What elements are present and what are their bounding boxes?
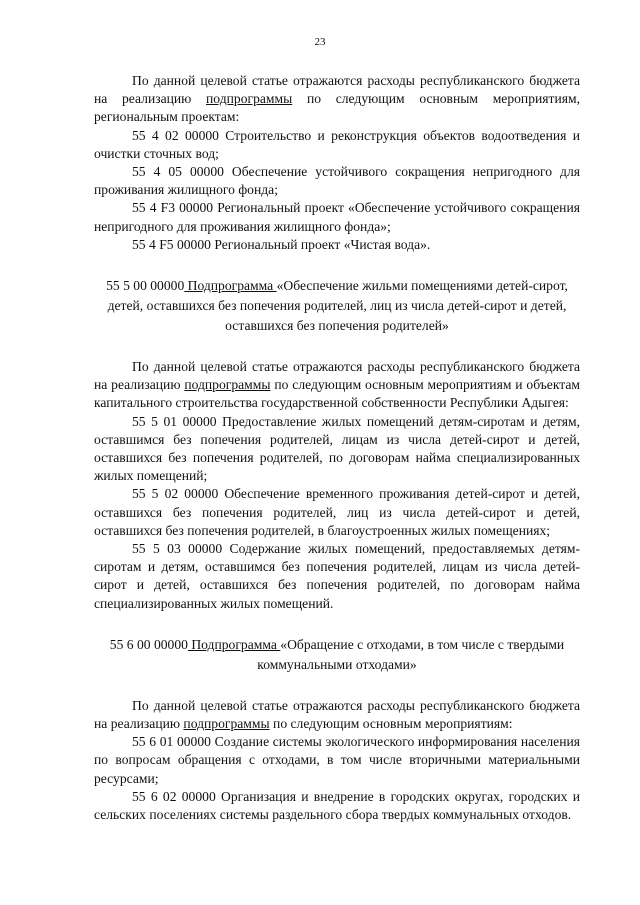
subprogram-heading-link[interactable]: Подпрограмма	[187, 636, 281, 652]
list-item: 55 5 03 00000 Содержание жилых помещений, предоставляемых детям-сиротам и детям, оставшимся без попечения родителей, лицам из числа детей-сирот и детей, оставшихся без попечения родителей, по договорам найма специализированных жилых помещений.	[94, 541, 580, 611]
list-item: 55 4 F5 00000 Региональный проект «Чистая вода».	[132, 236, 431, 252]
intro-text: По данной целевой статье отражаются расходы республиканского бюджета на реализацию	[94, 697, 580, 732]
list-item: 55 4 02 00000 Строительство и реконструкция объектов водоотведения и очистки сточных вод;	[94, 127, 580, 161]
intro-text: По данной целевой статье отражаются расходы республиканского бюджета на реализацию	[94, 73, 580, 107]
section-heading-55-6	[94, 635, 580, 675]
list-item: 55 5 01 00000 Предоставление жилых помещений детям-сиротам и детям, оставшимся без попечения родителей, лицам из числа детей-сирот и детей, оставшихся без попечения родителей, по договорам найма специализированных жилых помещений;	[94, 413, 580, 484]
list-item: 55 4 F3 00000 Региональный проект «Обеспечение устойчивого сокращения непригодного для проживания жилищного фонда»;	[94, 200, 580, 234]
list-item: 55 6 02 00000 Организация и внедрение в городских округах, городских и сельских поселениях системы раздельного сбора твердых коммунальных отходов.	[94, 788, 580, 823]
section-title: «Обращение с отходами, в том числе с твердыми коммунальными отходами»	[257, 636, 565, 672]
intro-text: По данной целевой статье отражаются расходы республиканского бюджета на реализацию	[94, 359, 580, 393]
document-body	[94, 72, 580, 824]
intro-paragraph-3	[94, 697, 580, 733]
section-heading-55-5	[94, 276, 580, 336]
subprogram-link[interactable]: подпрограммы	[184, 377, 271, 393]
section-code: 55 5 00 00000	[106, 278, 185, 294]
page-number: 23	[314, 36, 326, 48]
list-item: 55 4 05 00000 Обеспечение устойчивого сокращения непригодного для проживания жилищного фонда;	[94, 164, 580, 198]
intro-paragraph-1	[94, 72, 580, 127]
list-item: 55 6 01 00000 Создание системы экологического информирования населения по вопросам обращения с отходами, в том числе вторичными материальными ресурсами;	[94, 734, 580, 786]
list-item: 55 5 02 00000 Обеспечение временного проживания детей-сирот и детей, оставшихся без попечения родителей, лиц из числа детей-сирот и детей, оставшихся без попечения родителей, в благоустроенных жилых помещениях;	[94, 486, 580, 538]
section-title: «Обеспечение жильми помещениями детей-сирот, детей, оставшихся без попечения родителей, лиц из числа детей-сирот и детей, оставшихся без попечения родителей»	[107, 278, 568, 334]
intro-paragraph-2	[94, 358, 580, 413]
section-code: 55 6 00 00000	[109, 636, 188, 652]
intro-text: по следующим основным мероприятиям, региональным проектам:	[94, 91, 580, 125]
subprogram-link[interactable]: подпрограммы	[206, 91, 293, 107]
subprogram-heading-link[interactable]: Подпрограмма	[184, 278, 277, 294]
subprogram-link[interactable]: подпрограммы	[183, 716, 270, 732]
intro-text: по следующим основным мероприятиям и объектам капитального строительства государственной собственности Республики Адыгея:	[94, 377, 580, 411]
intro-text: по следующим основным мероприятиям:	[269, 716, 513, 732]
